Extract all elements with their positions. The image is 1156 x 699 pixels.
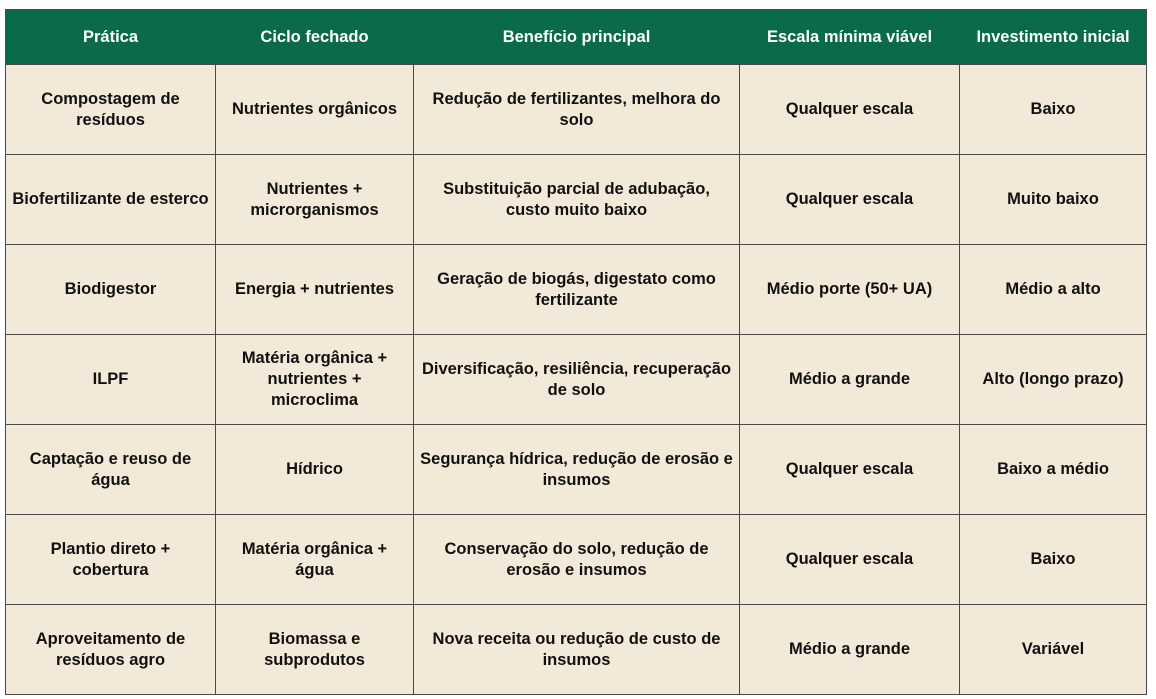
cell-pratica: ILPF [6, 335, 216, 425]
cell-beneficio: Geração de biogás, digestato como fertilizante [414, 245, 740, 335]
cell-beneficio: Substituição parcial de adubação, custo muito baixo [414, 155, 740, 245]
cell-escala: Médio porte (50+ UA) [740, 245, 960, 335]
cell-beneficio: Segurança hídrica, redução de erosão e insumos [414, 425, 740, 515]
table-header-row [6, 10, 1147, 65]
cell-pratica: Aproveitamento de resíduos agro [6, 605, 216, 695]
cell-investimento: Baixo a médio [960, 425, 1147, 515]
table-row [6, 605, 1147, 695]
table-row [6, 155, 1147, 245]
header-investimento-inicial: Investimento inicial [960, 10, 1147, 65]
header-ciclo-fechado: Ciclo fechado [216, 10, 414, 65]
cell-investimento: Alto (longo prazo) [960, 335, 1147, 425]
cell-pratica: Compostagem de resíduos [6, 65, 216, 155]
cell-ciclo: Matéria orgânica + nutrientes + microclima [216, 335, 414, 425]
cell-ciclo: Matéria orgânica + água [216, 515, 414, 605]
practices-table-container [5, 9, 1147, 695]
cell-investimento: Médio a alto [960, 245, 1147, 335]
cell-escala: Qualquer escala [740, 65, 960, 155]
table-row [6, 335, 1147, 425]
cell-investimento: Variável [960, 605, 1147, 695]
cell-investimento: Baixo [960, 65, 1147, 155]
header-beneficio-principal: Benefício principal [414, 10, 740, 65]
cell-escala: Qualquer escala [740, 425, 960, 515]
cell-ciclo: Hídrico [216, 425, 414, 515]
cell-pratica: Biodigestor [6, 245, 216, 335]
header-escala-minima: Escala mínima viável [740, 10, 960, 65]
cell-pratica: Biofertilizante de esterco [6, 155, 216, 245]
cell-beneficio: Nova receita ou redução de custo de insumos [414, 605, 740, 695]
cell-ciclo: Energia + nutrientes [216, 245, 414, 335]
cell-beneficio: Conservação do solo, redução de erosão e insumos [414, 515, 740, 605]
table-row [6, 425, 1147, 515]
cell-investimento: Muito baixo [960, 155, 1147, 245]
cell-beneficio: Diversificação, resiliência, recuperação de solo [414, 335, 740, 425]
cell-pratica: Plantio direto + cobertura [6, 515, 216, 605]
cell-pratica: Captação e reuso de água [6, 425, 216, 515]
table-row [6, 515, 1147, 605]
cell-escala: Qualquer escala [740, 515, 960, 605]
cell-ciclo: Nutrientes + microrganismos [216, 155, 414, 245]
cell-ciclo: Biomassa e subprodutos [216, 605, 414, 695]
cell-beneficio: Redução de fertilizantes, melhora do solo [414, 65, 740, 155]
table-row [6, 65, 1147, 155]
header-pratica: Prática [6, 10, 216, 65]
cell-escala: Qualquer escala [740, 155, 960, 245]
cell-escala: Médio a grande [740, 335, 960, 425]
cell-investimento: Baixo [960, 515, 1147, 605]
table-row [6, 245, 1147, 335]
cell-ciclo: Nutrientes orgânicos [216, 65, 414, 155]
practices-table [5, 9, 1147, 695]
cell-escala: Médio a grande [740, 605, 960, 695]
